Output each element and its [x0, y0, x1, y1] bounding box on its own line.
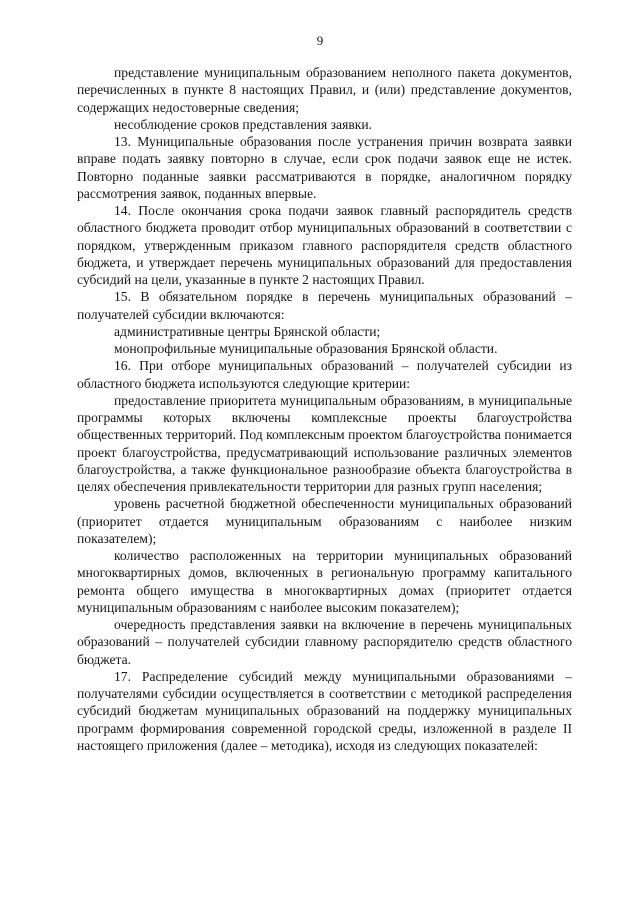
paragraph: предоставление приоритета муниципальным образованиям, в муниципальные программы которых включены комплексные проекты благоустройства общественных территорий. Под комплексным проектом благоустройства понимается проект благоустройства, предусматривающий использование различных элементов благоустройства, а также функциональное разнообразие объекта благоустройства в целях обеспечения привлекательности территории для разных групп населения; [77, 392, 572, 494]
paragraph: 15. В обязательном порядке в перечень муниципальных образований – получателей субсидии включаются: [77, 289, 572, 322]
paragraph: 13. Муниципальные образования после устранения причин возврата заявки вправе подать заявку повторно в случае, если срок подачи заявок еще не истек. Повторно поданные заявки рассматриваются в порядке, аналогичном порядку рассмотрения заявок, поданных впервые. [77, 134, 572, 201]
paragraph: количество расположенных на территории муниципальных образований многоквартирных домов, включенных в региональную программу капитального ремонта общего имущества в многоквартирных домах (приоритет отдается муниципальным образованиям с наиболее высоким показателем); [77, 548, 572, 615]
paragraph: 17. Распределение субсидий между муниципальными образованиями – получателями субсидии осуществляется в соответствии с методикой распределения субсидий бюджетам муниципальных образований на поддержку муниципальных программ формирования современной городской среды, изложенной в разделе II настоящего приложения (далее – методика), исходя из следующих показателей: [77, 668, 572, 753]
paragraph: уровень расчетной бюджетной обеспеченности муниципальных образований (приоритет отдается муниципальным образованиям с наиболее низким показателем); [77, 496, 572, 546]
paragraph: представление муниципальным образованием неполного пакета документов, перечисленных в пункте 8 настоящих Правил, и (или) представление документов, содержащих недостоверные сведения; [77, 65, 572, 115]
paragraph: несоблюдение сроков представления заявки. [114, 116, 373, 132]
paragraph: 14. После окончания срока подачи заявок главный распорядитель средств областного бюджета проводит отбор муниципальных образований в соответствии с порядком, утвержденным приказом главного распорядителя средств областного бюджета, и утверждает перечень муниципальных образований для предоставления субсидий на цели, указанные в пункте 2 настоящих Правил. [77, 203, 572, 287]
page-number: 9 [316, 33, 324, 48]
paragraph: 16. При отборе муниципальных образований – получателей субсидии из областного бюджета используются следующие критерии: [77, 358, 572, 391]
paragraph: очередность представления заявки на включение в перечень муниципальных образований – получателей субсидии главному распорядителю средств областного бюджета. [77, 617, 572, 667]
body-text [77, 64, 572, 754]
paragraph: административные центры Брянской области; [114, 323, 381, 339]
paragraph: монопрофильные муниципальные образования Брянской области. [114, 341, 498, 356]
